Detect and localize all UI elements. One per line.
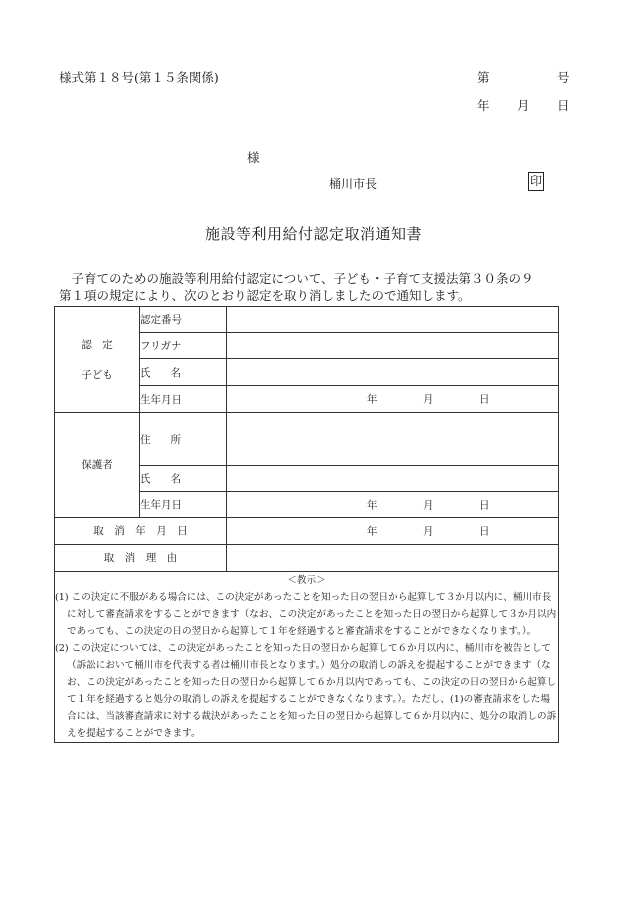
year-unit: 年 (367, 499, 378, 511)
document-number-prefix: 第 (477, 70, 490, 85)
table-row (55, 413, 559, 466)
day-unit: 日 (479, 525, 490, 538)
cancel-reason-field[interactable] (227, 545, 559, 572)
addressee-suffix: 様 (247, 150, 260, 165)
seal-stamp-box: 印 (528, 172, 544, 191)
child-group-line-2: 子ども (81, 368, 113, 381)
issue-date-year: 年 (477, 98, 490, 113)
guardian-birthdate-field[interactable] (227, 492, 559, 518)
month-unit: 月 (423, 393, 434, 406)
cancel-date-label: 取 消 年 月 日 (55, 518, 227, 545)
issue-date-day: 日 (557, 98, 570, 113)
day-unit: 日 (479, 499, 490, 511)
child-birthdate-field[interactable] (227, 386, 559, 413)
guardian-name-label (140, 466, 227, 492)
child-name-label-part-1: 氏 (140, 366, 151, 379)
issue-date-month: 月 (517, 98, 530, 113)
issuer-name: 桶川市長 (329, 177, 378, 191)
child-name-label-part-2: 名 (170, 366, 181, 379)
child-name-label (140, 359, 227, 386)
child-furigana-field[interactable] (227, 333, 559, 359)
cancel-reason-label: 取 消 理 由 (55, 545, 227, 572)
instruction-notes (55, 572, 559, 743)
notes-heading: ＜教示＞ (287, 575, 326, 586)
cert-number-field[interactable] (227, 307, 559, 333)
body-line-1: 子育てのための施設等利用給付認定について、子ども・子育て支援法第３０条の９ (59, 271, 534, 286)
table-row (55, 307, 559, 333)
month-unit: 月 (423, 525, 434, 538)
child-group-label (55, 307, 140, 413)
year-unit: 年 (367, 525, 378, 538)
child-name-field[interactable] (227, 359, 559, 386)
guardian-address-label (140, 413, 227, 466)
child-group-line-1: 認 定 (81, 338, 113, 351)
guardian-address-label-part-2: 所 (170, 433, 181, 446)
guardian-group-label: 保護者 (55, 413, 140, 518)
guardian-address-label-part-1: 住 (140, 433, 151, 446)
note-item-1: (1) この決定に不服がある場合には、この決定があったことを知った日の翌日から起算して３か月以内に、桶川市長に対して審査請求をすることができます（なお、この決定があったことを知った日の翌日から起算して３か月以内であっても、この決定の日の翌日から起算して１年を経過すると審査請求をすることができなくなります。）。 (55, 592, 557, 637)
guardian-address-field[interactable] (227, 413, 559, 466)
table-row (55, 572, 559, 743)
body-text (59, 270, 534, 304)
guardian-name-field[interactable] (227, 466, 559, 492)
month-unit: 月 (423, 499, 434, 511)
document-title: 施設等利用給付認定取消通知書 (205, 225, 423, 243)
cert-number-label: 認定番号 (140, 307, 227, 333)
furigana-label: フリガナ (140, 333, 227, 359)
table-row (55, 545, 559, 572)
year-unit: 年 (367, 393, 378, 406)
guardian-name-label-part-1: 氏 (140, 473, 151, 485)
document-number-suffix: 号 (557, 70, 570, 85)
note-item-2: (2) この決定については、この決定があったことを知った日の翌日から起算して６か月以内に、桶川市を被告として（訴訟において桶川市を代表する者は桶川市長となります。）処分の取消しの訴えを提起することができます（なお、この決定があったことを知った日の翌日から起算して６か月以内であっても、この決定の日の翌日から起算して１年を経過すると処分の取消しの訴えを提起することができなくなります。）。ただし、(1)の審査請求をした場合には、当該審査請求に対する裁決があったことを知った日の翌日から起算して６か月以内に、処分の取消しの訴えを提起することができます。 (55, 643, 557, 739)
guardian-birthdate-label: 生年月日 (140, 492, 227, 518)
guardian-name-label-part-2: 名 (170, 473, 181, 485)
form-number: 様式第１８号(第１５条関係) (59, 70, 219, 85)
cancel-date-field[interactable] (227, 518, 559, 545)
cancellation-form-table (54, 306, 559, 743)
body-line-2: 第１項の規定により、次のとおり認定を取り消しましたので通知します。 (59, 288, 471, 303)
day-unit: 日 (479, 393, 490, 406)
table-row (55, 518, 559, 545)
child-birthdate-label: 生年月日 (140, 386, 227, 413)
